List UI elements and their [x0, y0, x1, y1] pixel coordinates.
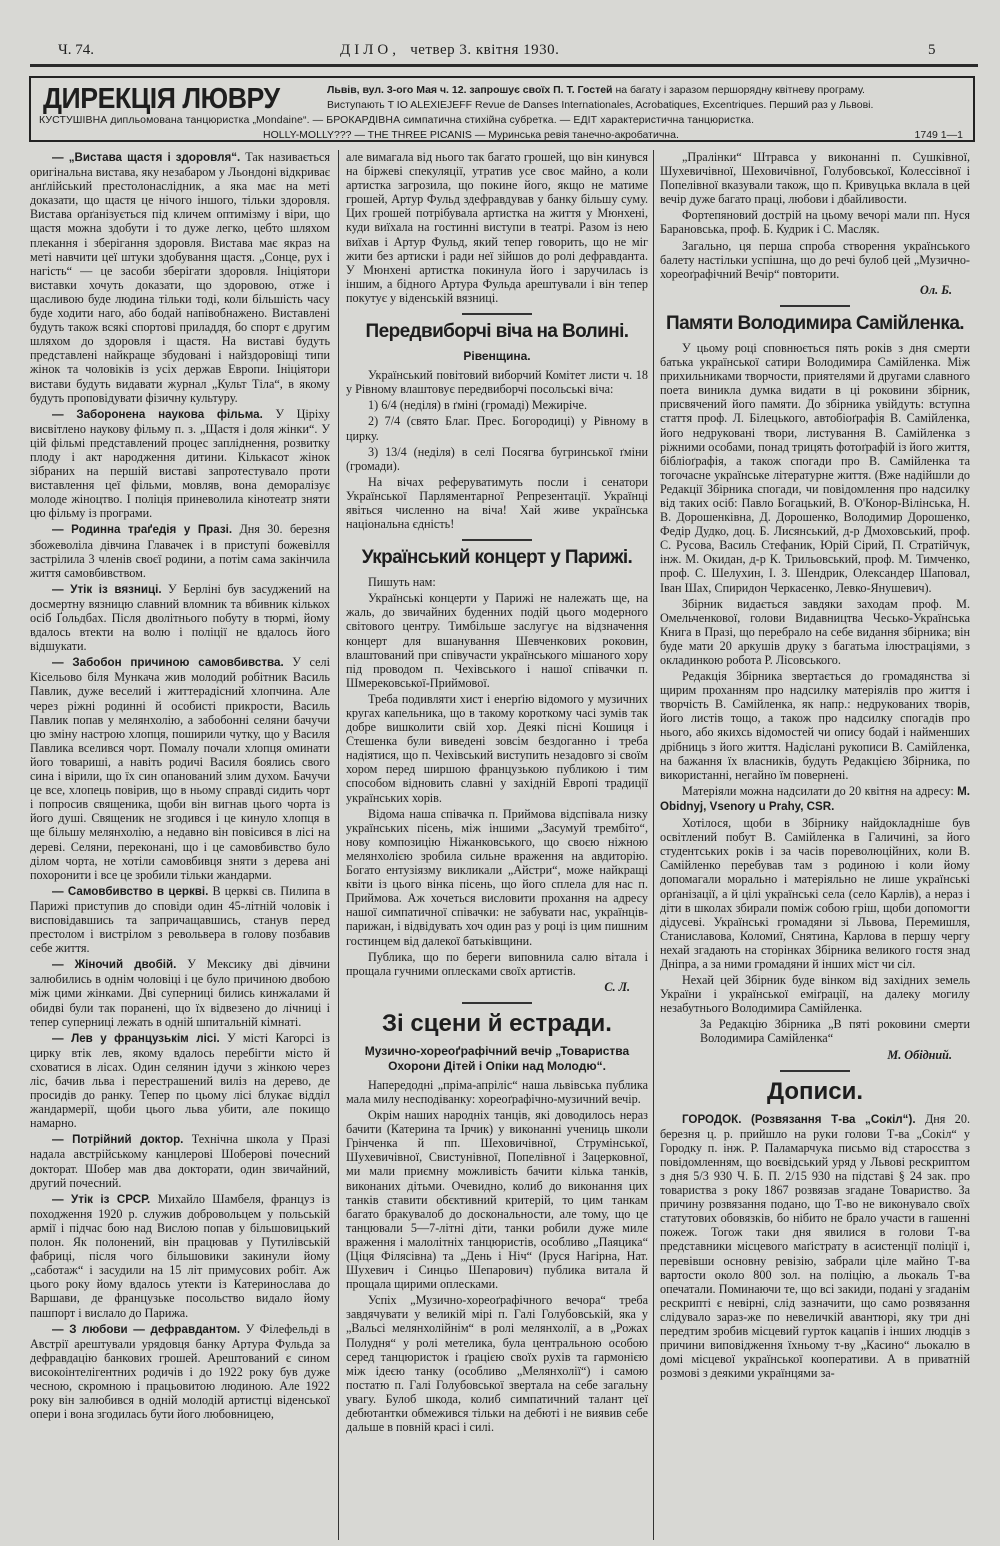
section-divider	[462, 1002, 532, 1004]
paragraph-text: Напередодні „пріма-апріліс“ наша львівська публика мала милу несподіванку: хореоґрафічно-музичний вечір.	[346, 1077, 648, 1106]
paragraph-text: але вимагала від нього так багато грошей, що він кинувся на біржеві спекуляції, утратив усе своє майно, а коли артистка загрозила, що покине його, якщо не матиме грошей, Артур Фульд здефравдував у банку більшу суму. Цих грошей потрібувала артистка на життя у Мюнхені, куди виїхала на гостинні виступи в театрі. Разом із нею виїхав і Артур Фульд, який тепер говорить, що не міг жити без артиски і ради неї зійшов до ролі дефравданта. У Мюнхені артистка покинула його і заручилась із іншим, а бідного Артура Фульда арештували і він тепер покутує у віденській вязниці.	[346, 150, 648, 305]
paragraph-text: У Філефельді в Австрії арештували урядовця банку Артура Фульда за дефравдацію банкових грошей. Арештований є сином високоінтелігентних родичів і до 1922 року був дуже чесною, скромною і працьовитою людиною. Але 1922 року він залюбився в одній молодій артистці віденської опери і вона згодилась бути його любовницею,	[30, 1321, 330, 1422]
editorial-note: За Редакцію Збірника „В пяті роковини смерти Володимира Самійленка“	[700, 1017, 970, 1046]
ad-line-4: HOLLY-MOLLY??? — THE THREE PICANIS — Муринська ревія танечно-акробатична.	[263, 129, 679, 141]
paragraph-text: Дня 20. березня ц. р. прийшло на руки голови Т-ва „Сокіл“ у Городку п. інж. Р. Паламарчука письмо від старосства з повідомленням, що воєвідський уряд у Львові рескриптом з дня 5/3 930 Ч. Б. П. 2/15 930 на підставі § 24 зак. про товариства з року 1867 розвязав згадане Товариство. За причину розвязання подано, що Т-во не виконувало своїх статутових обовязків, бо нібито не брало участи в гашенні пожеж. Тогож таки дня явилися в голови Т-ва представники місцевого маґістрату в асистенції поліції і, перевівши основну ревізію, забрали ціле майно Т-ва вартости около 800 зол. на поліцію, а льокаль Т-ва опечатали. Поминаючи те, що всі закиди, подані у згаданім рескрипті є невірні, слід зазначити, що само розвязання слідувало зараз-же по невеличкій авантюрі, яку три дні передтим зробив місцевий гурток кацапів і інших людців з причини виповідження їхньому т-ву „Касино“ льокалю в домі місцевої української кооперативи. А в приватній розмові з деякими українцями за-	[660, 1111, 970, 1381]
paragraph	[30, 1132, 330, 1189]
paragraph	[30, 655, 330, 882]
paragraph	[660, 784, 970, 814]
news-item-title: — „Вистава щастя і здоровля“.	[52, 151, 241, 164]
paragraph-text: Успіх „Музично-хореоґрафічного вечора“ треба завдячувати у великій мірі п. Галі Голубовській, яка у „Вальсі мелянхолійнім“ в ролі мелянхолії, а в „Рожах Полудня“ у ролі метелика, була центральною особою серед танцюристок і ґрацією своїх рухів та гармонією між ідеєю танку (особливо „Мелянхолії“) і самою постатю п. Галі Голубовської звертала на себе загальну увагу. Булоб шкода, колиб симпатичний талант цеї дебютантки обмежився тільки на дебюті і не виявив себе дальше в повній красі і силі.	[346, 1293, 648, 1435]
article-headline: Передвиборчі віча на Волині.	[365, 321, 629, 343]
column-divider	[653, 150, 654, 1540]
paragraph-text: Загально, ця перша спроба створення українського балету настільки успішна, що до речі булоб цей „Музично-хореоґрафічний Вечір“ повторити.	[660, 238, 970, 281]
paragraph	[346, 150, 648, 305]
paragraph	[30, 582, 330, 653]
paragraph-text: У Мексику дві дівчини залюбились в однім чоловіці і це було причиною двобою між цими жінками. Дві суперниці бились кинжалами й обидві були так поранені, що їх відвезено до лічниці і тепер суперниці лежать в одній шпитальній кімнаті.	[30, 957, 330, 1029]
news-item-title: ГОРОДОК. (Розвязання Т-ва „Сокіл“).	[682, 1112, 916, 1126]
paragraph	[660, 816, 970, 971]
issue-number: Ч. 74.	[58, 42, 94, 58]
column-divider	[338, 150, 339, 1540]
postal-address: M. Obidnyj, Vsenory u Prahy, CSR.	[660, 784, 970, 813]
ad-line-3: КУСТУШІВНА дипльомована танцюристка „Mondaine“. — БРОКАРДІВНА симпатична стихійна субретка. — ЕДІТ характеристична танцюристка.	[39, 114, 755, 126]
paragraph	[660, 1112, 970, 1381]
paragraph-text: Український повітовий виборчий Комітет листи ч. 18 у Рівному влаштовує передвиборчі посольські віча:	[346, 368, 648, 397]
paragraph-text: Так називається оригінальна вистава, яку незабаром у Льондоні відкриває анґлійський престолонаслідник, а яка має на меті доказати, що щастя це нічого іншого, тільки здоровля. Вистава орґанізується під кличем оптимізму і віри, що щастя можна здобути і то дуже легко, цебто шляхом плекання і зберігання здоровля. Вистава має якраз на меті навчити цеї штуки здобування щастя. „Сонце, рух і нагість“ — це засоби зберігати здоровля. Ініціятори виставки хочуть доказати, що здоровою, отже і щасливою буде людина тільки тоді, коли більшість часу буде ходити наго, або бодай напівобнажено. Виставлені будуть також всякі спортові приладдя, бо спорт є другим шляхом до здоровля і щастя. На виставі будуть представлені найкраще збудовані і найздоровіщі типи жінок та чоловіків із усіх держав Европи. Ініціятори вистави будуть видавати журнал „Культ Тіла“, в якому будуть проповідувати фізичну культуру.	[30, 150, 330, 405]
paragraph	[30, 1192, 330, 1320]
paragraph	[660, 973, 970, 1015]
ad-program: на багату і заразом першорядну квітневу програму.	[615, 84, 865, 96]
news-item-title: — З любови — дефравдантом.	[52, 1322, 241, 1336]
paragraph-text: Треба подивляти хист і енерґію відомого у музичних кругах капельника, що в такому короткому часі зумів так добре вишколити свій хор. Деякі пісні Кошиця і Стешенка були виведені зовсім бездоганно і треба надіятися, що п. Чехівський виступить незадовго зі своїм хором перед ширшою французькою публикою і тим способом відновить славні у західній Европі традиції українських хорів.	[346, 691, 648, 805]
paragraph-text: На вічах реферуватимуть посли і сенатори Української Парляментарної Репрезентації. Українці явіться численно на віча! Хай живе українська національна єдність!	[346, 474, 648, 532]
news-item-title: — Лев у французькім лісі.	[52, 1031, 220, 1045]
paragraph-text: Відома наша співачка п. Приймова відспівала низку українських пісень, між іншими „Засумуй трембіто“, нову композицію Ніжанковського, що своєю ніжною мелянхолією зробила сильне враження на авдиторію. Богато ентузіязму викликали „Айстри“, може найкращі квіти із цього вінка пісень, що його сплела для нас п. Приймова. Аж хочеться висловити прохання на адресу нашої симпатичної співачки: не забувати нас, українців-парижан, і відвідувать хоч один раз у році із цим пишним гостинцем від далекої батьківщини.	[346, 806, 648, 948]
paragraph	[346, 1293, 648, 1434]
ad-title: ДИРЕКЦІЯ ЛЮВРУ	[43, 83, 280, 115]
paragraph-text: У селі Кісельово біля Мункача жив молодий робітник Василь Павлик, дуже веселий і життерадісний хлопчина. Але через ріжні родинні й особисті прикрости, Василь Павлик попав у мелянхолію, а забобонні селяни бачучи цю зміну настрою хлопця, поширили чутку, що у Василя Павлика вселився чорт. Помалу почали хлопця оминати його товариші, а навіть родичі Василя боялись свого сина і вірили, що їх син опанований злим духом. Бачучи це все, хлопець повірив, що в ньому справді сидить чорт і попросив священика, щоби він вигнав цього чорта із його душі. Священик не згодився і це кинуло хлопця в ще більшу мелянхолію, а недавно він повісився в лісі на дереві. Селяни, переконані, що і це самовбивство було ділом чорта, не хотіли самовбивця зняти з дерева ані похоронити і все це зробили тільки жандарми.	[30, 655, 330, 882]
paragraph	[346, 414, 648, 442]
paragraph	[660, 150, 970, 206]
ad-line-2: Виступають T IO ALEXIEJEFF Revue de Danses Internationales, Acrobatiques, Excentriques. Перший раз у Львові.	[327, 99, 874, 111]
paragraph	[30, 884, 330, 955]
paragraph-text: 1) 6/4 (неділя) в ґміні (громаді) Межиріче.	[368, 398, 587, 413]
news-item-title: — Жіночий двобій.	[52, 958, 177, 972]
section-divider	[780, 1070, 850, 1072]
paragraph	[346, 807, 648, 948]
paragraph-text: У Ціріху висвітлено наукову фільму п. з. „Щастя і доля жінки“. У цій фільмі представлений процес запліднення, розвитку плоду і акт народження дитини. Кількасот жінок зібраних на першій виставі запротестувало проти виставлення цеї фільми, мовляв, вона деморалізує молоде жіноцтво. І поліція приневолила кінотеатр зняти цю фільму із програми.	[30, 406, 330, 521]
ad-address: Львів, вул. 3-ого Мая ч. 12.	[327, 84, 467, 96]
paragraph	[30, 1031, 330, 1131]
paragraph	[346, 575, 648, 589]
paragraph-text: Публика, що по береги виповнила салю вітала і прощала гучними оплесками своїх артистів.	[346, 949, 648, 978]
author-signature: Ол. Б.	[920, 282, 952, 297]
news-item-title: — Утік із СРСР.	[52, 1192, 151, 1206]
column-1	[30, 150, 330, 1423]
newspaper-title: ДІЛО,	[340, 42, 400, 58]
column-2	[346, 150, 648, 1436]
masthead-rule	[30, 64, 978, 67]
ad-invitation: запрошує своїх П. Т. Гостей	[469, 84, 613, 96]
paragraph-text: Редакція Збірника звертається до громадянства зі щирим проханням про надсилку матеріялів про життя і творчість В. Самійленка, як напр.: недрукованих творів, його листів тощо, а також про надсилку спогадів про нього, або якихсь відомостей чи опису бодай і найменших дрібниць з його життя. Надіслані рукописи В. Самійленка, на бажання їх власників, будуть Редакцією Збірника, по використанні, негайно їм повернені.	[660, 669, 970, 782]
section-divider	[462, 313, 532, 315]
paragraph	[346, 475, 648, 531]
paragraph-text: Нехай цей Збірник буде вінком від західних земель України і української еміґрації, на далеку могилу незабутнього Володимира Самійленка.	[660, 973, 970, 1016]
column-3	[660, 150, 970, 1382]
article-subheading: Музично-хореоґрафічний вечір „Товариства Охорони Дітей і Опіки над Молодю“.	[364, 1043, 630, 1073]
paragraph-text: Збірник видається завдяки заходам проф. М. Омельченкової, голови Видавництва Чесько-Українська Книга в Празі, що перебрало на себе видання збірника; він буде мати 20 аркушів друку з багатьма ілюстраціями, з окладинкою робота Р. Лісовського.	[660, 596, 970, 667]
paragraph-text: Матеріяли можна надсилати до 20 квітня на адресу:	[682, 783, 958, 798]
paragraph-text: У Берліні був засуджений на досмертну вязницю славний вломник та вбивник кількох осіб Ґольдбах. Після дволітнього побуту в тюрмі, йому вдалось втекти на волю і поліції не вдалось його відшукати.	[30, 581, 330, 654]
paragraph	[346, 398, 648, 412]
article-subheading: Рівенщина.	[463, 349, 531, 364]
paragraph	[660, 597, 970, 667]
paragraph	[30, 1322, 330, 1422]
paragraph	[660, 239, 970, 281]
masthead-center	[340, 42, 559, 59]
paragraph	[346, 368, 648, 396]
paragraph-text: В церкві св. Пилипа в Парижі приступив до сповіди один 45-літній чоловік і висповідавшись та запричащавшись, станув перед престолом і вистрілом з револьвера в голову позбавив себе життя.	[30, 883, 330, 956]
paragraph-text: 2) 7/4 (свято Благ. Прес. Богородиці) у Рівному в цирку.	[346, 414, 648, 443]
paragraph-text: У цьому році сповнюється пять років з дня смерти батька української сатири Володимира Самійленка. Між прихильниками творчости, приятелями й другами славного поета виникла думка видати в ці роковини збірник, присвячений його памяти. До збірника увійдуть: вступна стаття проф. Л. Білецького, автобіоґрафія В. Самійленка, його недруковані твори, листування В. Самійленка з ріжними особами, понад трицять фотоґрафій із його життя, бібліоґрафія, а також спогади про В. Самійленка та тогочасне українське літературне життя. (Вже надійшли до Редакції Збірника спогади, чи повідомлення про надсилку від таких осіб: Павло Богацький, В. О'Конор-Вілінська, Н. В. Дорошенківна, Д. Дорошенко, Володимир Дорошенко, Федір Дудко, доц. Б. Лисянський, д-р Дмоховський, проф. С. Русова, Василь Стефаник, Юрій Сірий, П. Стратійчук, інж. М. Окидан, д-р К. Трильовський, проф. М. Тимченко, проф. С. Шелухин, І. З. Шендрик, Олександер Шаповал, Іван Шах, Спиридон Черкасенко, Левко-Янушевич).	[660, 340, 970, 595]
news-item-title: — Самовбивство в церкві.	[52, 884, 209, 898]
paragraph	[346, 1108, 648, 1291]
paragraph	[346, 692, 648, 805]
author-signature: С. Л.	[604, 979, 630, 994]
paragraph-text: Технічна школа у Празі надала австрійському канцлерові Шоберові почесний докторат. Шобер мав два докторати, один звичайний, другий почесний.	[30, 1132, 330, 1190]
paragraph-text: Дня 30. березня збожеволіла дівчина Главачек і в приступі божевілля застрілила 3 членів своєї родини, а потім сама закінчила життя самовбивством.	[30, 522, 330, 580]
paragraph	[346, 1078, 648, 1106]
paragraph	[30, 150, 330, 405]
news-item-title: — Забобон причиною самовбивства.	[52, 656, 284, 670]
author-signature: М. Обідний.	[887, 1047, 952, 1062]
paragraph	[30, 957, 330, 1028]
paragraph-text: Окрім наших народніх танців, які доводилось нераз бачити (Катерина та Ірчик) у виконанні учениць школи Грінченка й пп. Шеховичівної, Струмінської, Шухевичівної, Свистунівної, Попелівної і Зацерковної, ми мали приємну можливість бачити кілька танків, виконаних дітьми. Очевидно, колиб до виконання цих танків ставити обєктивний критерій, то цим танкам багато бракувалоб до доскональности, але тому, що це танцювали 5—7-літні діти, танки робили дуже миле враження і малолітніх танцюристів, особливо „Паяцика“ (Ціця Філясівна) та „День і Ніч“ (Іруся Нагірна, Нат. Шухевич і Синцьо Шепарович) публика витала й прощала щирими оплесками.	[346, 1108, 648, 1292]
news-item-title: — Утік із вязниці.	[52, 582, 162, 596]
section-divider	[780, 305, 850, 307]
paragraph-text: Пишуть нам:	[368, 575, 436, 590]
issue-date: четвер 3. квітня 1930.	[410, 42, 560, 58]
section-divider	[462, 539, 532, 541]
masthead	[30, 38, 978, 60]
paragraph	[30, 407, 330, 521]
paragraph-text: 3) 13/4 (неділя) в селі Посягва бугринської ґміни (громади).	[346, 444, 648, 473]
article-headline: Зі сцени й естради.	[382, 1009, 612, 1037]
ad-line-1	[327, 84, 865, 96]
article-headline: Український концерт у Парижі.	[361, 547, 633, 569]
news-item-title: — Родинна траґедія у Празі.	[52, 523, 233, 537]
paragraph	[30, 522, 330, 579]
paragraph-text: У місті Кагорсі із цирку втік лев, якому вдалось перебігти місто й сховатися в лісах. Один селянин ідучи з жінкою через ліс, бачив льва і перестрашений виліз на дерево, де просидів до ранку. Тепер по цьому лісі блукає відділ жандармерії, щоби цього льва убити, але покищо намарно.	[30, 1030, 330, 1131]
page-number: 5	[928, 42, 936, 58]
article-headline: Памяти Володимира Самійленка.	[666, 312, 964, 334]
news-item-title: — Заборонена наукова фільма.	[52, 407, 263, 421]
article-headline: Дописи.	[766, 1077, 864, 1105]
paragraph	[346, 591, 648, 690]
paragraph-text: Хотілося, щоби в Збірнику найдокладніше був освітлений побут В. Самійленка в Галичині, за його студентських років і за часів пореволюційних, коли В. Самійленко перебував там з родиною і коли йому допомагали морально і матеріяльно не лише українські орґанізації, а й цілі українські села (село Карлів), а нераз і діти в школах збирали поміж собою гріш, щоби допомогти дідусеві. Українські громадяни зі Львова, Перемишля, Станиславова, Коломиї, Снятина, Карлова в першу чергу нехай згадають на сторінках Збірника великого гостя знад Дніпра, а за ними громадяни й інших міст чи сіл.	[660, 816, 970, 971]
paragraph	[660, 341, 970, 595]
paragraph	[660, 669, 970, 782]
paragraph-text: Українські концерти у Парижі не належать ще, на жаль, до звичайних буденних подій цього модерного світового центру. Тимбільше заслугує на відзначення концерт для вшанування Шевченкових роковин, влаштований при співучасти українського мішаного хору під проводом п. Чехівського і нашої співачки п. Шмерековської-Приймової.	[346, 591, 648, 690]
paragraph	[660, 208, 970, 236]
ad-code: 1749 1—1	[914, 129, 963, 141]
paragraph	[346, 445, 648, 473]
paragraph-text: „Пралінки“ Штравса у виконанні п. Сушківної, Шухевичівної, Шеховичівної, Голубовської, Колессівної і Попелівної вказували також, що п. Кривуцька вклала в цей вечір дуже багато праці, любови і дбайливости.	[660, 150, 970, 207]
advertisement-box	[29, 76, 975, 142]
paragraph-text: Михайло Шамбеля, француз із походження 1920 р. служив добровольцем у польській армії і підчас бою над Вислою попав у більшовицький полон. Як полонений, він працював у Путилівській фабриці, після чого більшовики закинули йому „саботаж“ і засудили на 15 літ примусових робіт. Аж цього року йому вдалось утекти із Катеринослава до Варшави, де французьке посольство видало йому пашпорт і вислало до Парижа.	[30, 1191, 331, 1320]
paragraph-text: Фортепяновий дострій на цьому вечорі мали пп. Нуся Барановська, проф. Б. Кудрик і С. Масляк.	[660, 208, 970, 237]
news-item-title: — Потрійний доктор.	[52, 1133, 184, 1147]
paragraph	[346, 950, 648, 978]
